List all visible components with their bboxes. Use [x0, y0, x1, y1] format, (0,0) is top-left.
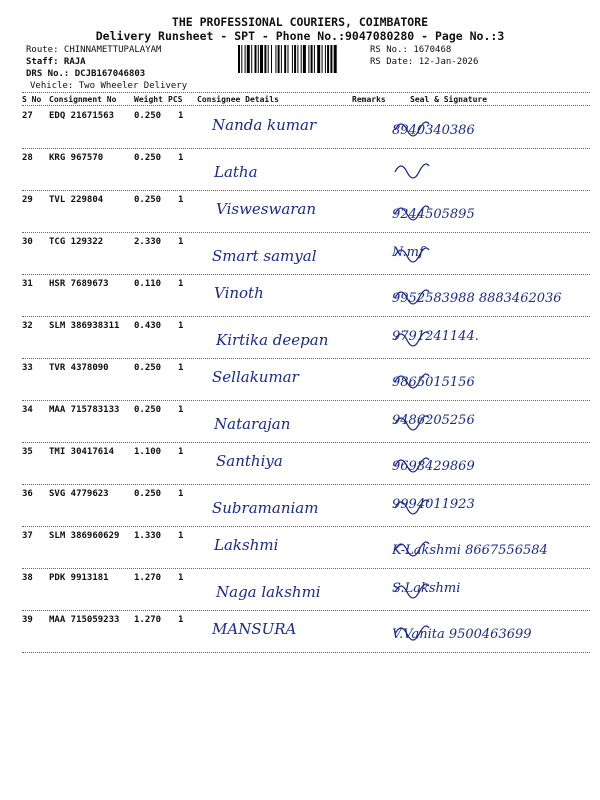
- barcode-bar: [301, 45, 302, 73]
- pieces-count: 1: [178, 321, 184, 331]
- weight-value: 0.250: [134, 405, 162, 415]
- serial-number: 38: [22, 573, 33, 583]
- weight-value: 1.330: [134, 531, 162, 541]
- company-title: THE PROFESSIONAL COURIERS, COIMBATORE: [171, 15, 429, 29]
- consignment-number: HSR 7689673: [49, 279, 109, 289]
- signature-handwritten: N.mf: [392, 245, 424, 260]
- barcode-bar: [330, 45, 332, 73]
- barcode-bar: [327, 45, 329, 73]
- weight-value: 0.110: [134, 279, 162, 289]
- table-row: [22, 358, 590, 400]
- consignment-number: KRG 967570: [49, 153, 104, 163]
- consignee-handwritten: Santhiya: [216, 452, 283, 470]
- col-remarks: Remarks: [352, 95, 386, 104]
- weight-value: 1.270: [134, 615, 162, 625]
- col-weight: Weight: [134, 95, 163, 104]
- table-row: [22, 274, 590, 316]
- consignment-number: MAA 715059233: [49, 615, 120, 625]
- barcode-bar: [264, 45, 266, 73]
- serial-number: 27: [22, 111, 33, 121]
- barcode-bar: [314, 45, 315, 73]
- col-sno: S No: [22, 95, 42, 104]
- serial-number: 29: [22, 195, 33, 205]
- col-seal: Seal & Signature: [410, 95, 488, 104]
- col-consignment: Consignment No: [49, 95, 117, 104]
- consignment-number: SLM 386938311: [49, 321, 120, 331]
- barcode-bar: [334, 45, 337, 73]
- barcode-bar: [251, 45, 252, 73]
- barcode-bar: [238, 45, 240, 73]
- barcode-bar: [288, 45, 289, 73]
- signature-handwritten: V.Vanita 9500463699: [392, 627, 532, 642]
- barcode-bar: [284, 45, 286, 73]
- barcode-bar: [297, 45, 298, 73]
- signature-handwritten: K-Lakshmi 8667556584: [392, 543, 548, 558]
- serial-number: 32: [22, 321, 33, 331]
- barcode-bar: [241, 45, 242, 73]
- serial-number: 31: [22, 279, 33, 289]
- pieces-count: 1: [178, 405, 184, 415]
- table-row: [22, 442, 590, 484]
- weight-value: 0.250: [134, 111, 162, 121]
- barcode-bar: [260, 45, 263, 73]
- weight-value: 0.250: [134, 195, 162, 205]
- table-row: [22, 106, 590, 148]
- barcode-bar: [245, 45, 246, 73]
- consignment-number: TCG 129322: [49, 237, 104, 247]
- consignment-number: TVR 4378090: [49, 363, 109, 373]
- consignment-number: EDQ 21671563: [49, 111, 115, 121]
- weight-value: 2.330: [134, 237, 162, 247]
- weight-value: 0.250: [134, 489, 162, 499]
- signature-handwritten: S.Lakshmi: [392, 581, 461, 596]
- consignment-number: PDK 9913181: [49, 573, 109, 583]
- pieces-count: 1: [178, 447, 184, 457]
- consignee-handwritten: Sellakumar: [212, 368, 299, 386]
- staff-label: Staff: RAJA: [26, 57, 86, 67]
- table-row: [22, 484, 590, 526]
- barcode-bar: [303, 45, 306, 73]
- table-row: [22, 148, 590, 190]
- barcode-bar: [311, 45, 313, 73]
- signature-handwritten: 9994011923: [392, 497, 475, 512]
- consignee-handwritten: Subramaniam: [212, 499, 319, 517]
- consignee-handwritten: Lakshmi: [214, 536, 279, 554]
- consignee-handwritten: Natarajan: [214, 415, 291, 433]
- signature-handwritten: 9865015156: [392, 375, 475, 390]
- rs-date: RS Date: 12-Jan-2026: [370, 57, 479, 67]
- signature-handwritten: 9698429869: [392, 459, 475, 474]
- pieces-count: 1: [178, 363, 184, 373]
- consignee-handwritten: Vinoth: [214, 284, 264, 302]
- row-rule: [22, 652, 590, 653]
- consignment-number: MAA 715783133: [49, 405, 120, 415]
- consignment-number: SVG 4779623: [49, 489, 109, 499]
- col-consignee: Consignee Details: [197, 95, 279, 104]
- signature-handwritten: 9791241144.: [392, 329, 479, 344]
- barcode-bar: [292, 45, 293, 73]
- barcode-bar: [258, 45, 259, 73]
- table-row: [22, 526, 590, 568]
- drs-label: DRS No.: DCJB167046803: [26, 69, 146, 79]
- consignee-handwritten: Visweswaran: [216, 200, 317, 218]
- pieces-count: 1: [178, 573, 184, 583]
- table-row: [22, 568, 590, 610]
- consignee-handwritten: Kirtika deepan: [216, 331, 329, 349]
- table-row: [22, 316, 590, 358]
- barcode-bar: [294, 45, 296, 73]
- pieces-count: 1: [178, 195, 184, 205]
- serial-number: 30: [22, 237, 33, 247]
- consignment-number: SLM 386960629: [49, 531, 120, 541]
- barcode-bar: [281, 45, 282, 73]
- pieces-count: 1: [178, 153, 184, 163]
- weight-value: 0.430: [134, 321, 162, 331]
- consignment-number: TMI 30417614: [49, 447, 115, 457]
- col-pcs: PCS: [168, 95, 183, 104]
- pieces-count: 1: [178, 237, 184, 247]
- table-row: [22, 232, 590, 274]
- barcode-bar: [322, 45, 323, 73]
- pieces-count: 1: [178, 279, 184, 289]
- rs-number: RS No.: 1670468: [370, 45, 452, 55]
- weight-value: 0.250: [134, 363, 162, 373]
- table-row: [22, 400, 590, 442]
- consignee-handwritten: Nanda kumar: [212, 116, 317, 134]
- barcode-bar: [325, 45, 326, 73]
- pieces-count: 1: [178, 111, 184, 121]
- barcode-bar: [255, 45, 257, 73]
- barcode-bar: [278, 45, 280, 73]
- weight-value: 0.250: [134, 153, 162, 163]
- serial-number: 33: [22, 363, 33, 373]
- barcode-bar: [247, 45, 250, 73]
- consignee-handwritten: MANSURA: [212, 620, 297, 638]
- barcode-bar: [317, 45, 320, 73]
- weight-value: 1.100: [134, 447, 162, 457]
- serial-number: 39: [22, 615, 33, 625]
- serial-number: 28: [22, 153, 33, 163]
- runsheet-subtitle: Delivery Runsheet - SPT - Phone No.:9047080280 - Page No.:3: [95, 29, 505, 43]
- signature-handwritten: 9952583988 8883462036: [392, 291, 562, 306]
- barcode-bar: [271, 45, 272, 73]
- pieces-count: 1: [178, 489, 184, 499]
- route-label: Route: CHINNAMETTUPALAYAM: [26, 45, 162, 55]
- consignee-handwritten: Smart samyal: [212, 247, 317, 265]
- table-row: [22, 610, 590, 652]
- pieces-count: 1: [178, 615, 184, 625]
- signature-handwritten: 8940340386: [392, 123, 475, 138]
- serial-number: 34: [22, 405, 33, 415]
- vehicle-label: Vehicle: Two Wheeler Delivery: [30, 81, 188, 91]
- signature-handwritten: 9486205256: [392, 413, 475, 428]
- consignee-handwritten: Latha: [214, 163, 258, 181]
- pieces-count: 1: [178, 531, 184, 541]
- serial-number: 37: [22, 531, 33, 541]
- signature-handwritten: 9244505895: [392, 207, 475, 222]
- serial-number: 35: [22, 447, 33, 457]
- barcode-bar: [308, 45, 309, 73]
- barcode-bar: [275, 45, 276, 73]
- weight-value: 1.270: [134, 573, 162, 583]
- barcode-bar: [268, 45, 269, 73]
- barcode: [238, 45, 366, 73]
- serial-number: 36: [22, 489, 33, 499]
- table-row: [22, 190, 590, 232]
- consignee-handwritten: Naga lakshmi: [216, 583, 321, 601]
- consignment-number: TVL 229804: [49, 195, 104, 205]
